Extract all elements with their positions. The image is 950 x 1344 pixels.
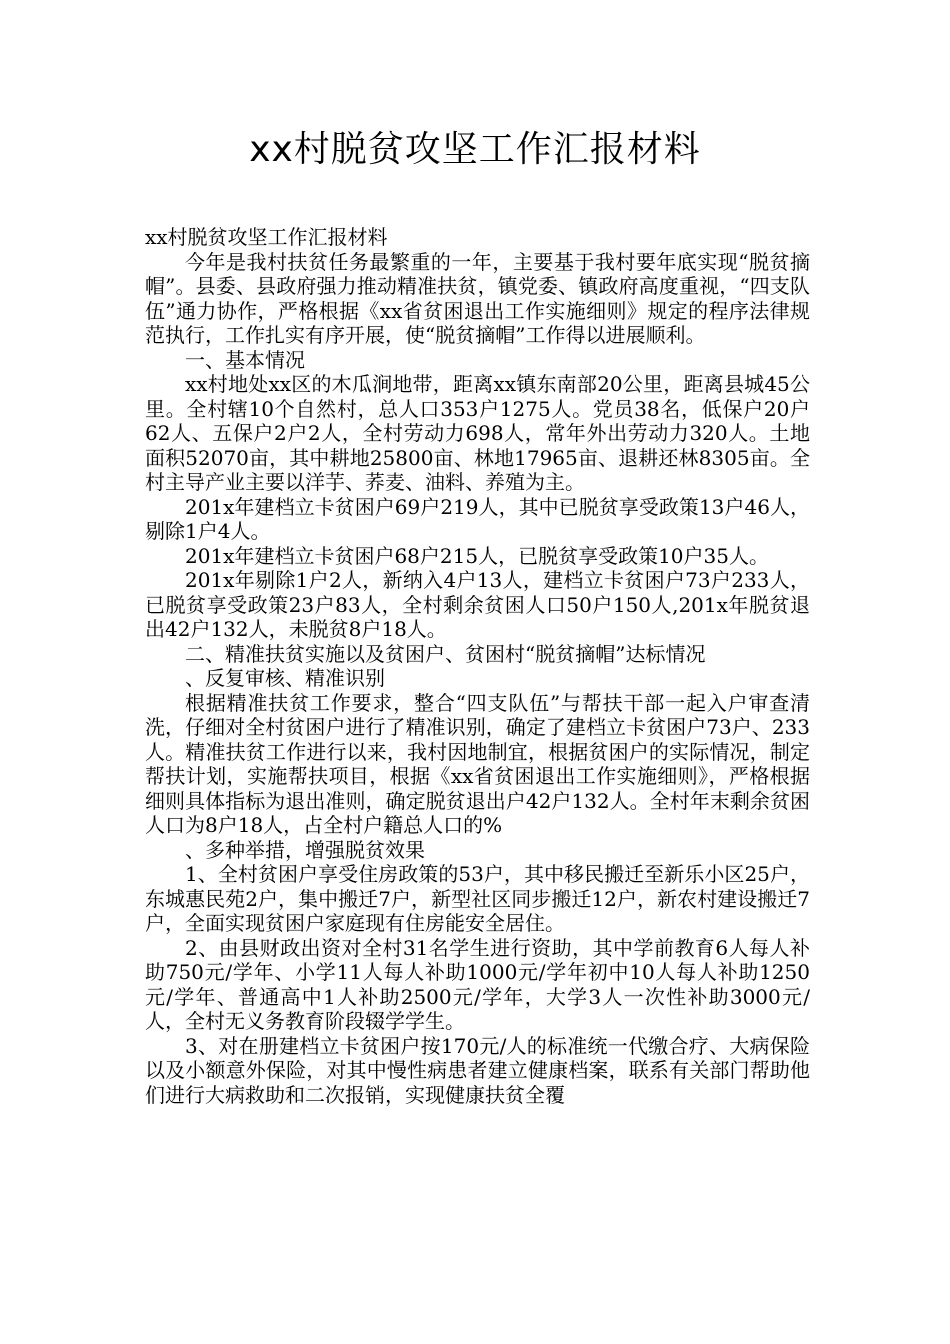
paragraph-education: 2、由县财政出资对全村31名学生进行资助，其中学前教育6人每人补助750元/学年、小学11人每人补助1000元/学年初中10人每人补助1250元/学年、普通高中1人补助2500元/学年，大学3人一次性补助3000元/人，全村无义务教育阶段辍学学生。 <box>145 935 810 1033</box>
document-title: xx村脱贫攻坚工作汇报材料 <box>249 129 701 170</box>
subsection-heading-review: 、反复审核、精准识别 <box>185 666 385 690</box>
paragraph-village-overview: xx村地处xx区的木瓜涧地带，距离xx镇东南部20公里，距离县城45公里。全村辖10个自然村，总人口353户1275人。党员38名，低保户20户62人、五保户2户2人，全村劳动力698人，常年外出劳动力320人。土地面积52070亩，其中耕地25800亩、林地17965亩、退耕还林8305亩。全村主导产业主要以洋芋、荞麦、油料、养殖为主。 <box>145 372 810 494</box>
paragraph-health: 3、对在册建档立卡贫困户按170元/人的标准统一代缴合疗、大病保险以及小额意外保险，对其中慢性病患者建立健康档案，联系有关部门帮助他们进行大病救助和二次报销，实现健康扶贫全覆 <box>145 1033 810 1107</box>
paragraph-intro: 今年是我村扶贫任务最繁重的一年，主要基于我村要年底实现“脱贫摘帽”。县委、县政府强力推动精准扶贫，镇党委、镇政府高度重视，“四支队伍”通力协作，严格根据《xx省贫困退出工作实施细则》规定的程序法律规范执行，工作扎实有序开展，使“脱贫摘帽”工作得以进展顺利。 <box>145 249 810 347</box>
section-heading-basic-info: 一、基本情况 <box>185 347 305 372</box>
paragraph-year-1: 201x年建档立卡贫困户69户219人，其中已脱贫享受政策13户46人，剔除1户4人。 <box>145 494 810 543</box>
paragraph-year-2: 201x年建档立卡贫困户68户215人，已脱贫享受政策10户35人。 <box>185 543 769 568</box>
paragraph-identification: 根据精准扶贫工作要求，整合“四支队伍”与帮扶干部一起入户审查清洗，仔细对全村贫困户进行了精准识别，确定了建档立卡贫困户73户、233人。精准扶贫工作进行以来，我村因地制宜，根据贫困户的实际情况，制定帮扶计划，实施帮扶项目，根据《xx省贫困退出工作实施细则》，严格根据细则具体指标为退出准则，确定脱贫退出户42户132人。全村年末剩余贫困人口为8户18人，占全村户籍总人口的% <box>145 690 810 837</box>
document-body <box>145 225 810 1107</box>
document-subtitle: xx村脱贫攻坚工作汇报材料 <box>145 225 388 249</box>
subsection-heading-measures: 、多种举措，增强脱贫效果 <box>185 837 425 862</box>
paragraph-year-3: 201x年剔除1户2人，新纳入4户13人，建档立卡贫困户73户233人，已脱贫享受政策23户83人，全村剩余贫困人口50户150人,201x年脱贫退出42户132人，未脱贫8户18人。 <box>145 568 810 641</box>
paragraph-housing: 1、全村贫困户享受住房政策的53户，其中移民搬迁至新乐小区25户，东城惠民苑2户，集中搬迁7户，新型社区同步搬迁12户，新农村建设搬迁7户，全面实现贫困户家庭现有住房能安全居住。 <box>145 862 810 935</box>
section-heading-implementation: 二、精准扶贫实施以及贫困户、贫困村“脱贫摘帽”达标情况 <box>185 641 706 666</box>
